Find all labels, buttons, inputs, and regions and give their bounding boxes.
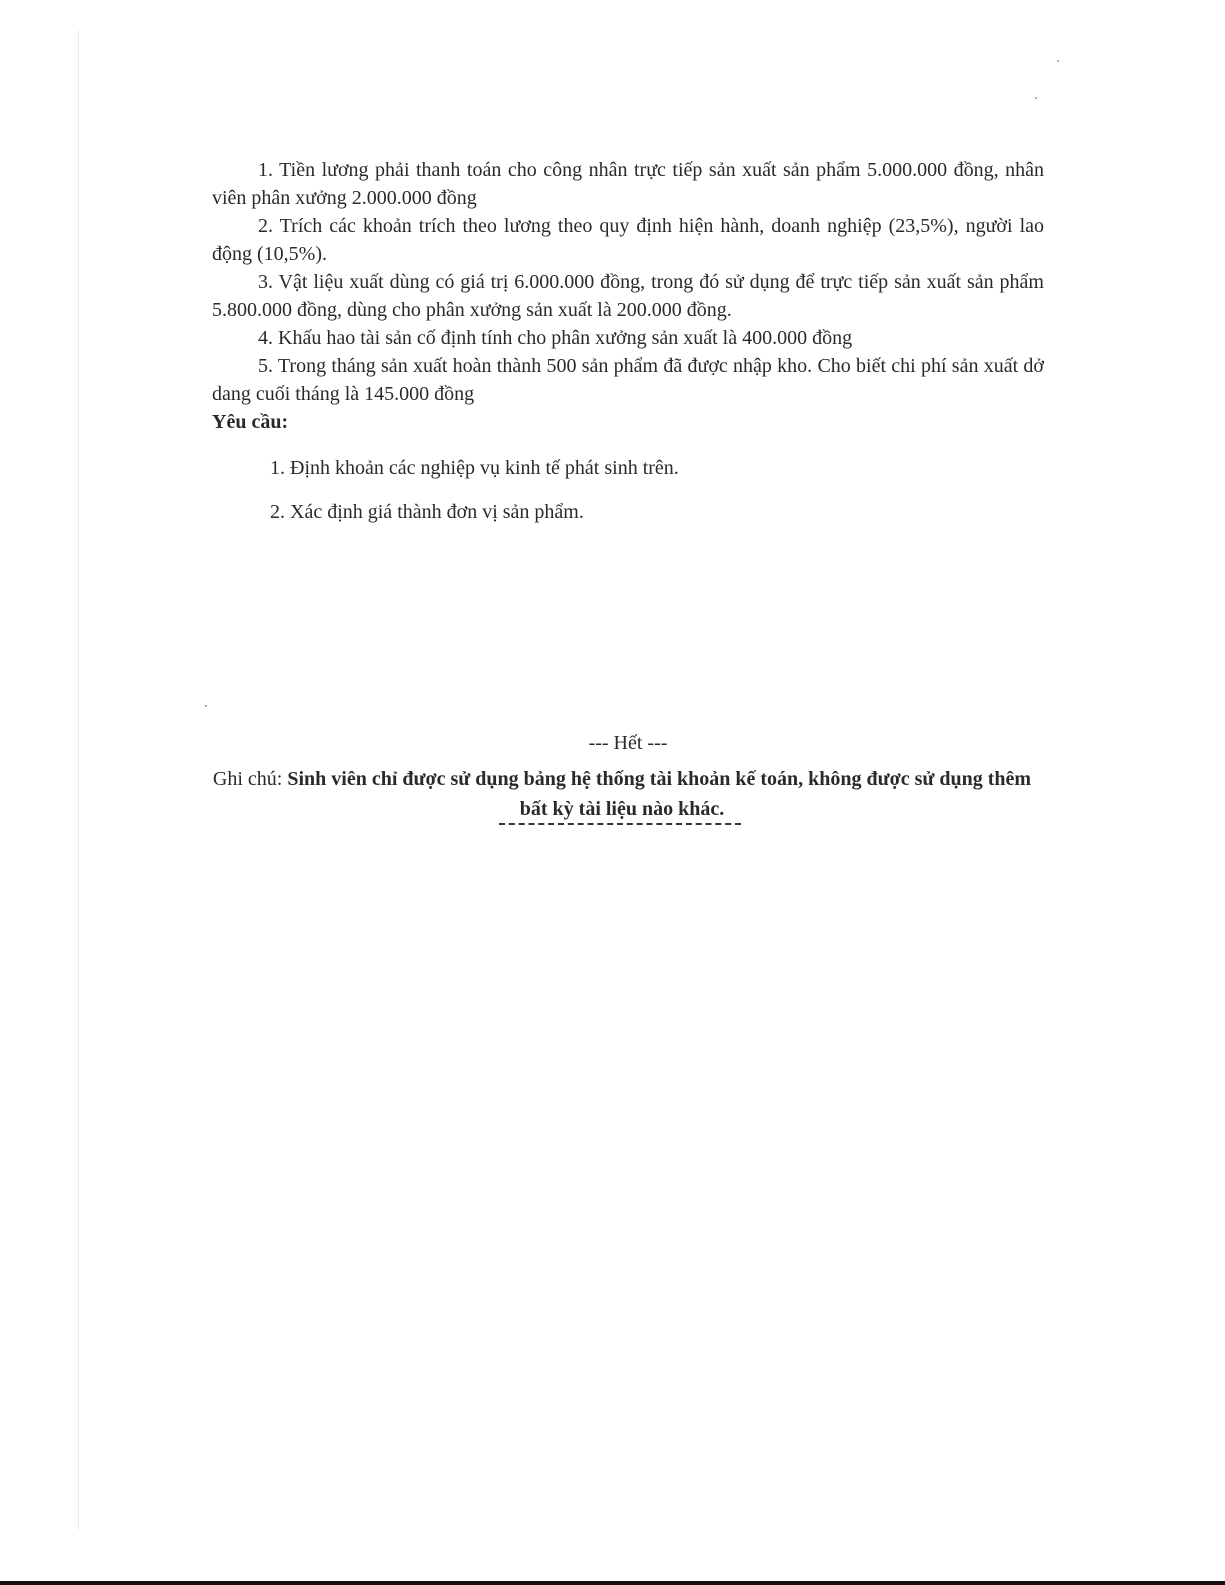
task-item: 1. Tiền lương phải thanh toán cho công nhân trực tiếp sản xuất sản phẩm 5.000.000 đồng, nhân viên phân xưởng 2.000.000 đồng [212, 159, 1044, 209]
task-item: 5. Trong tháng sản xuất hoàn thành 500 sản phẩm đã được nhập kho. Cho biết chi phí sản xuất dở dang cuối tháng là 145.000 đồng [212, 355, 1044, 405]
end-mark: --- Hết --- [588, 732, 668, 754]
exam-content [212, 156, 1044, 542]
dashed-divider [499, 823, 741, 825]
task-item: 3. Vật liệu xuất dùng có giá trị 6.000.000 đồng, trong đó sử dụng để trực tiếp sản xuất sản phẩm 5.800.000 đồng, dùng cho phân xưởng sản xuất là 200.000 đồng. [212, 271, 1044, 321]
requirements-heading: Yêu cầu: [212, 411, 289, 433]
task-item: 4. Khấu hao tài sản cố định tính cho phân xưởng sản xuất là 400.000 đồng [258, 327, 853, 349]
scan-speck [205, 705, 207, 707]
note-prefix: Ghi chú: [212, 768, 288, 790]
requirement-item: 1. Định khoản các nghiệp vụ kinh tế phát sinh trên. [270, 457, 679, 479]
scan-speck [1057, 60, 1059, 62]
task-item: 2. Trích các khoản trích theo lương theo quy định hiện hành, doanh nghiệp (23,5%), người lao động (10,5%). [212, 215, 1044, 265]
scan-edge [78, 30, 79, 1530]
scan-speck [1035, 97, 1037, 99]
requirement-item: 2. Xác định giá thành đơn vị sản phẩm. [270, 501, 584, 523]
requirements-list [212, 454, 1044, 526]
footer-note [212, 764, 1032, 824]
note-text: Sinh viên chỉ được sử dụng bảng hệ thống tài khoản kế toán, không được sử dụng thêm bất kỳ tài liệu nào khác. [287, 768, 1032, 820]
scan-bottom-edge [0, 1581, 1225, 1585]
